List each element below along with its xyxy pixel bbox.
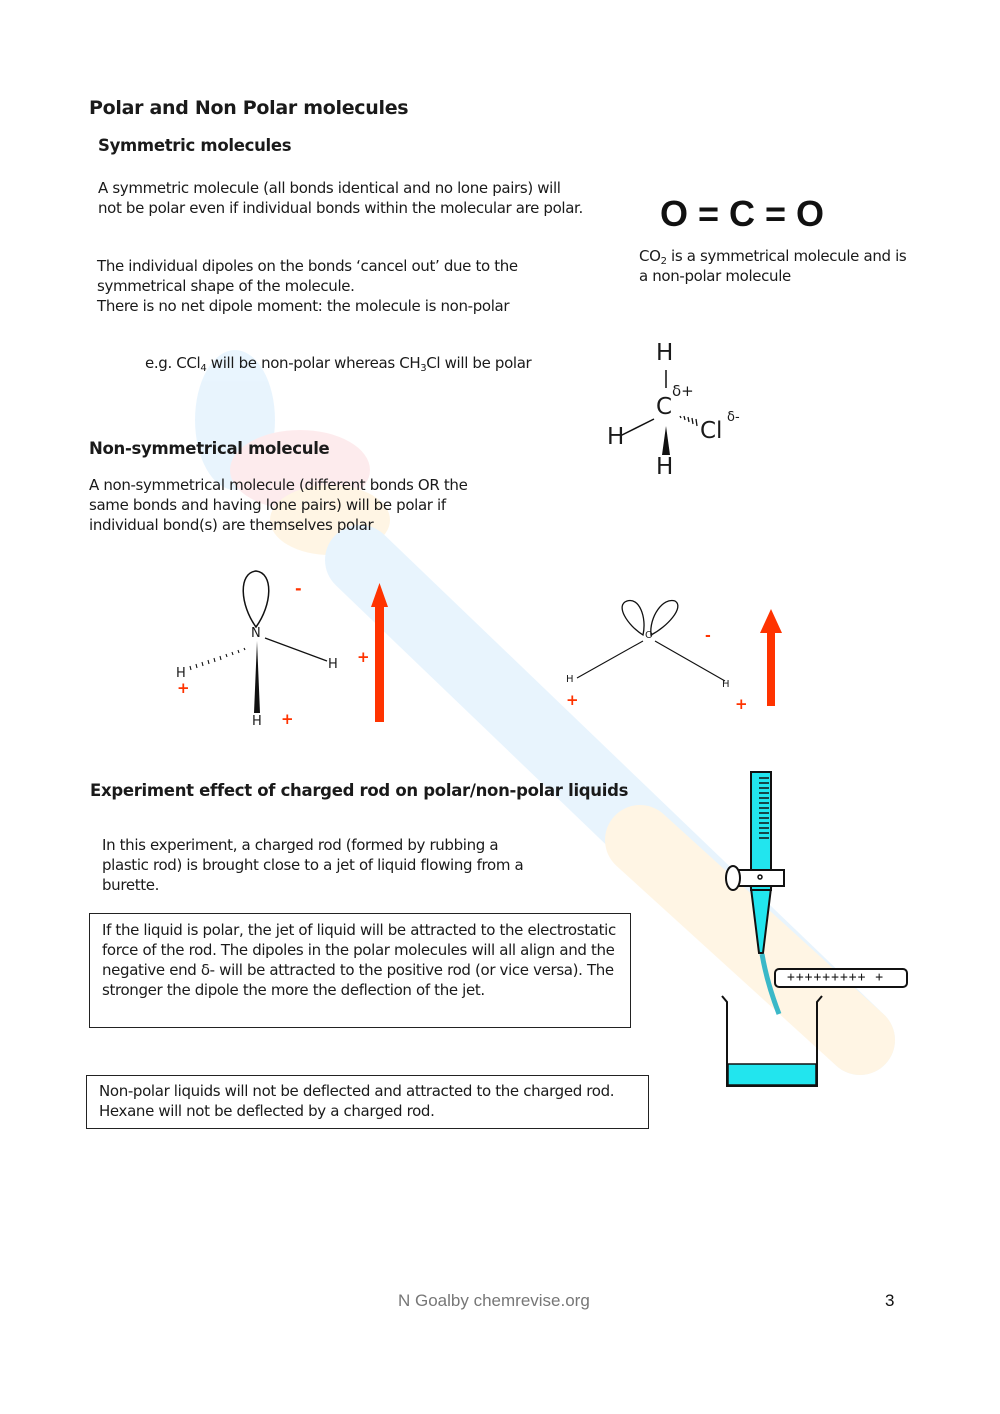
ch3cl-h-left: H bbox=[607, 424, 625, 450]
ch3cl-structure bbox=[590, 338, 760, 483]
ch3cl-h-bottom: H bbox=[656, 454, 674, 480]
ch3cl-c-charge: δ+ bbox=[672, 382, 694, 400]
nonpolar-liquid-text: Non-polar liquids will not be deflected and attracted to the charged rod. Hexane will not be deflected by a charged rod. bbox=[99, 1082, 615, 1120]
burette-apparatus bbox=[715, 768, 915, 1098]
symmetric-para: A symmetric molecule (all bonds identical and no lone pairs) will not be polar even if individual bonds within the molecular are polar. bbox=[98, 179, 583, 217]
water-h-right: H bbox=[722, 679, 730, 690]
charged-rod-label: +++++++++ + bbox=[787, 970, 885, 985]
co2-structure: O = C = O bbox=[660, 193, 825, 234]
page-title: Polar and Non Polar molecules bbox=[89, 97, 409, 119]
ammonia-charge-minus: - bbox=[295, 579, 302, 598]
ammonia-charge-right: + bbox=[357, 648, 370, 666]
non-symmetric-heading: Non-symmetrical molecule bbox=[89, 439, 330, 458]
water-o: O bbox=[645, 630, 653, 641]
ch3cl-h-top: H bbox=[656, 340, 674, 366]
non-symmetric-para: A non-symmetrical molecule (different bonds OR the same bonds and having lone pairs) will be polar if individual bond(s) are themselves polar bbox=[89, 476, 468, 534]
ammonia-charge-left: + bbox=[177, 679, 190, 697]
experiment-heading: Experiment effect of charged rod on polar/non-polar liquids bbox=[90, 781, 629, 800]
example-text: e.g. CCl$_4$ will be non-polar whereas $CH_3Cl$ will be polar bbox=[145, 354, 532, 374]
ammonia-h-bottom: H bbox=[252, 714, 262, 729]
ch3cl-cl: Cl bbox=[700, 418, 723, 444]
ammonia-h-right: H bbox=[328, 657, 338, 672]
experiment-intro: In this experiment, a charged rod (formed by rubbing a plastic rod) is brought close to a jet of liquid flowing from a burette. bbox=[102, 836, 524, 894]
page-number: 3 bbox=[885, 1291, 895, 1310]
nonpolar-liquid-box bbox=[86, 1075, 649, 1129]
water-charge-right: + bbox=[735, 695, 748, 713]
ch3cl-c: C bbox=[656, 394, 673, 420]
ammonia-h-left: H bbox=[176, 666, 186, 681]
polar-liquid-box bbox=[89, 913, 631, 1028]
polar-liquid-text: If the liquid is polar, the jet of liquid will be attracted to the electrostatic force of the rod. The dipoles in the polar molecules will all align and the negative end δ- will be attracted to the positive rod (or vice versa). The stronger the dipole the more the deflection of the jet. bbox=[102, 921, 616, 999]
dipoles-cancel-text: The individual dipoles on the bonds ‘cancel out’ due to the symmetrical shape of the molecule. bbox=[97, 257, 518, 295]
ammonia-charge-bottom: + bbox=[281, 710, 294, 728]
water-h-left: H bbox=[566, 674, 574, 685]
footer-credit: N Goalby chemrevise.org bbox=[398, 1291, 590, 1310]
co2-caption: $CO_2$ is a symmetrical molecule and is a non-polar molecule bbox=[639, 247, 907, 285]
ammonia-diagram bbox=[170, 565, 410, 735]
symmetric-heading: Symmetric molecules bbox=[98, 136, 292, 155]
no-net-dipole-text: There is no net dipole moment: the molecule is non-polar bbox=[97, 297, 510, 315]
water-diagram bbox=[555, 595, 795, 720]
water-charge-left: + bbox=[566, 691, 579, 709]
ammonia-n: N bbox=[251, 626, 261, 641]
ch3cl-cl-charge: δ- bbox=[727, 410, 740, 425]
water-charge-minus: - bbox=[705, 628, 711, 644]
